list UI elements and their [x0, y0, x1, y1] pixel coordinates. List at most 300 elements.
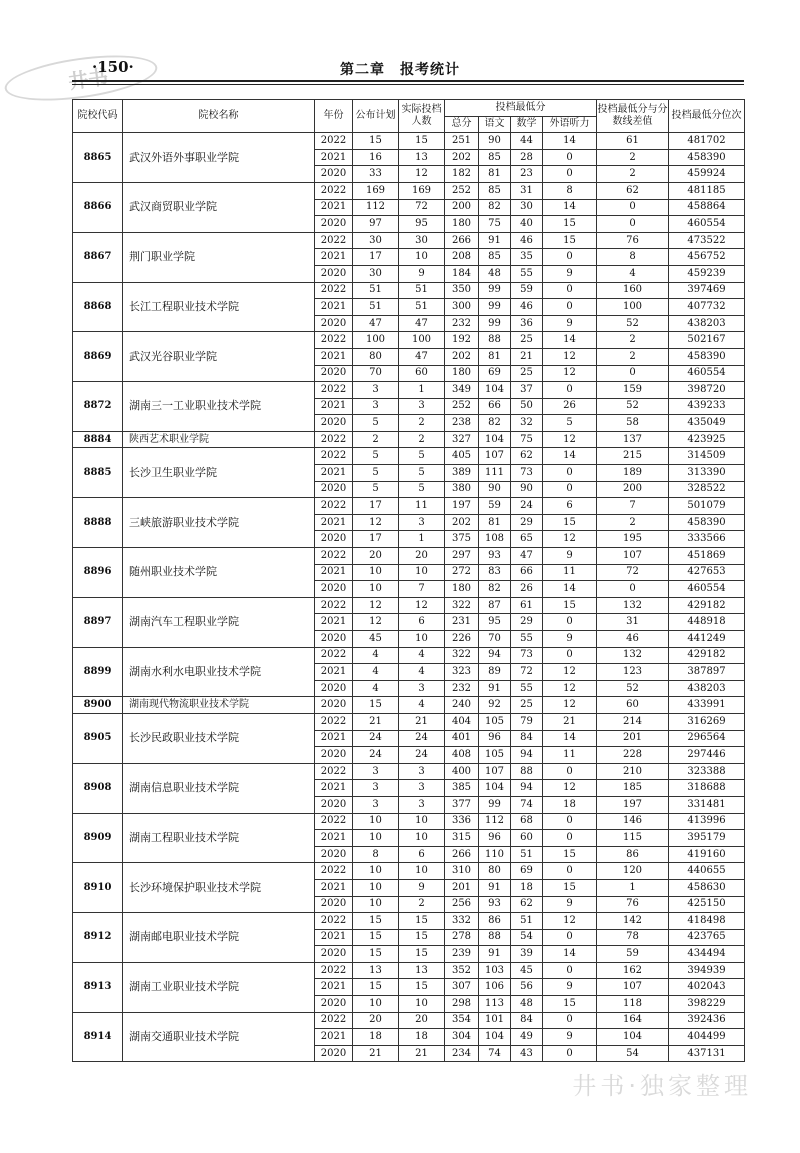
plan-cell: 3 — [353, 382, 399, 399]
rank-cell: 458390 — [669, 149, 745, 166]
school-code: 8913 — [73, 962, 123, 1012]
col-header-min-group: 投档最低分 — [445, 100, 597, 117]
diff-cell: 60 — [597, 697, 669, 714]
table-row — [73, 232, 745, 249]
total-cell: 400 — [445, 763, 479, 780]
year-cell: 2022 — [315, 713, 353, 730]
chinese-cell: 85 — [479, 149, 511, 166]
actual-cell: 15 — [399, 946, 445, 963]
diff-cell: 0 — [597, 581, 669, 598]
math-cell: 23 — [511, 166, 543, 183]
diff-cell: 0 — [597, 199, 669, 216]
plan-cell: 70 — [353, 365, 399, 382]
chinese-cell: 104 — [479, 1029, 511, 1046]
total-cell: 202 — [445, 348, 479, 365]
chinese-cell: 83 — [479, 564, 511, 581]
diff-cell: 2 — [597, 348, 669, 365]
diff-cell: 146 — [597, 813, 669, 830]
chinese-cell: 99 — [479, 315, 511, 332]
plan-cell: 15 — [353, 929, 399, 946]
listening-cell: 11 — [543, 747, 597, 764]
rank-cell: 323388 — [669, 763, 745, 780]
plan-cell: 4 — [353, 680, 399, 697]
listening-cell: 12 — [543, 780, 597, 797]
math-cell: 51 — [511, 846, 543, 863]
table-row — [73, 813, 745, 830]
actual-cell: 4 — [399, 664, 445, 681]
total-cell: 234 — [445, 1045, 479, 1062]
math-cell: 32 — [511, 415, 543, 432]
school-code: 8868 — [73, 282, 123, 332]
chinese-cell: 99 — [479, 299, 511, 316]
chinese-cell: 91 — [479, 879, 511, 896]
math-cell: 46 — [511, 232, 543, 249]
actual-cell: 1 — [399, 382, 445, 399]
year-cell: 2022 — [315, 1012, 353, 1029]
chinese-cell: 104 — [479, 780, 511, 797]
math-cell: 29 — [511, 614, 543, 631]
total-cell: 336 — [445, 813, 479, 830]
listening-cell: 12 — [543, 531, 597, 548]
chinese-cell: 104 — [479, 382, 511, 399]
chinese-cell: 70 — [479, 631, 511, 648]
diff-cell: 132 — [597, 597, 669, 614]
actual-cell: 3 — [399, 680, 445, 697]
math-cell: 84 — [511, 730, 543, 747]
col-header-chinese: 语文 — [479, 116, 511, 133]
school-name: 湖南水利水电职业技术学院 — [123, 647, 315, 697]
actual-cell: 5 — [399, 481, 445, 498]
year-cell: 2020 — [315, 365, 353, 382]
listening-cell: 0 — [543, 382, 597, 399]
footer-watermark: 井书·独家整理 — [572, 1072, 752, 1100]
chinese-cell: 96 — [479, 730, 511, 747]
plan-cell: 21 — [353, 713, 399, 730]
diff-cell: 61 — [597, 133, 669, 150]
school-name: 长沙环境保护职业技术学院 — [123, 863, 315, 913]
math-cell: 62 — [511, 896, 543, 913]
total-cell: 350 — [445, 282, 479, 299]
total-cell: 380 — [445, 481, 479, 498]
math-cell: 65 — [511, 531, 543, 548]
year-cell: 2020 — [315, 946, 353, 963]
listening-cell: 12 — [543, 431, 597, 448]
year-cell: 2022 — [315, 332, 353, 349]
total-cell: 232 — [445, 315, 479, 332]
math-cell: 24 — [511, 498, 543, 515]
chinese-cell: 113 — [479, 996, 511, 1013]
rank-cell: 395179 — [669, 830, 745, 847]
page-number: ·150· — [92, 58, 134, 76]
plan-cell: 13 — [353, 962, 399, 979]
chinese-cell: 91 — [479, 680, 511, 697]
total-cell: 408 — [445, 747, 479, 764]
year-cell: 2022 — [315, 232, 353, 249]
year-cell: 2022 — [315, 548, 353, 565]
school-code: 8908 — [73, 763, 123, 813]
chinese-cell: 110 — [479, 846, 511, 863]
year-cell: 2022 — [315, 597, 353, 614]
chinese-cell: 103 — [479, 962, 511, 979]
chinese-cell: 82 — [479, 415, 511, 432]
table-row — [73, 697, 745, 714]
total-cell: 202 — [445, 149, 479, 166]
math-cell: 72 — [511, 664, 543, 681]
year-cell: 2021 — [315, 299, 353, 316]
actual-cell: 95 — [399, 216, 445, 233]
chinese-cell: 69 — [479, 365, 511, 382]
school-name: 湖南三一工业职业技术学院 — [123, 382, 315, 432]
plan-cell: 12 — [353, 614, 399, 631]
rank-cell: 333566 — [669, 531, 745, 548]
chinese-cell: 106 — [479, 979, 511, 996]
school-name: 湖南工程职业技术学院 — [123, 813, 315, 863]
listening-cell: 0 — [543, 149, 597, 166]
school-code: 8914 — [73, 1012, 123, 1062]
year-cell: 2020 — [315, 796, 353, 813]
table-row — [73, 913, 745, 930]
listening-cell: 8 — [543, 182, 597, 199]
rank-cell: 481702 — [669, 133, 745, 150]
table-row — [73, 382, 745, 399]
chinese-cell: 93 — [479, 896, 511, 913]
year-cell: 2020 — [315, 315, 353, 332]
chinese-cell: 112 — [479, 813, 511, 830]
total-cell: 322 — [445, 647, 479, 664]
actual-cell: 21 — [399, 1045, 445, 1062]
year-cell: 2022 — [315, 813, 353, 830]
plan-cell: 20 — [353, 548, 399, 565]
rank-cell: 438203 — [669, 680, 745, 697]
diff-cell: 142 — [597, 913, 669, 930]
actual-cell: 6 — [399, 614, 445, 631]
table-row — [73, 597, 745, 614]
listening-cell: 12 — [543, 664, 597, 681]
listening-cell: 0 — [543, 299, 597, 316]
chinese-cell: 99 — [479, 282, 511, 299]
rank-cell: 429182 — [669, 597, 745, 614]
listening-cell: 0 — [543, 929, 597, 946]
rank-cell: 458390 — [669, 348, 745, 365]
col-header-plan: 公布计划 — [353, 100, 399, 133]
actual-cell: 15 — [399, 929, 445, 946]
math-cell: 55 — [511, 680, 543, 697]
actual-cell: 24 — [399, 730, 445, 747]
total-cell: 180 — [445, 216, 479, 233]
plan-cell: 51 — [353, 282, 399, 299]
plan-cell: 18 — [353, 1029, 399, 1046]
plan-cell: 100 — [353, 332, 399, 349]
listening-cell: 15 — [543, 597, 597, 614]
rank-cell: 438203 — [669, 315, 745, 332]
year-cell: 2020 — [315, 581, 353, 598]
rank-cell: 407732 — [669, 299, 745, 316]
total-cell: 307 — [445, 979, 479, 996]
rank-cell: 437131 — [669, 1045, 745, 1062]
plan-cell: 24 — [353, 747, 399, 764]
school-name: 湖南邮电职业技术学院 — [123, 913, 315, 963]
math-cell: 94 — [511, 747, 543, 764]
math-cell: 47 — [511, 548, 543, 565]
math-cell: 25 — [511, 365, 543, 382]
rank-cell: 413996 — [669, 813, 745, 830]
total-cell: 327 — [445, 431, 479, 448]
diff-cell: 52 — [597, 315, 669, 332]
diff-cell: 137 — [597, 431, 669, 448]
chinese-cell: 88 — [479, 929, 511, 946]
diff-cell: 52 — [597, 398, 669, 415]
total-cell: 297 — [445, 548, 479, 565]
diff-cell: 2 — [597, 514, 669, 531]
year-cell: 2022 — [315, 431, 353, 448]
chinese-cell: 94 — [479, 647, 511, 664]
plan-cell: 10 — [353, 830, 399, 847]
actual-cell: 24 — [399, 747, 445, 764]
year-cell: 2022 — [315, 382, 353, 399]
listening-cell: 0 — [543, 481, 597, 498]
school-code: 8869 — [73, 332, 123, 382]
school-name: 湖南汽车工程职业学院 — [123, 597, 315, 647]
diff-cell: 76 — [597, 896, 669, 913]
rank-cell: 473522 — [669, 232, 745, 249]
math-cell: 88 — [511, 763, 543, 780]
rank-cell: 456752 — [669, 249, 745, 266]
math-cell: 94 — [511, 780, 543, 797]
year-cell: 2021 — [315, 929, 353, 946]
listening-cell: 0 — [543, 813, 597, 830]
total-cell: 315 — [445, 830, 479, 847]
plan-cell: 4 — [353, 664, 399, 681]
plan-cell: 15 — [353, 913, 399, 930]
year-cell: 2022 — [315, 962, 353, 979]
actual-cell: 3 — [399, 780, 445, 797]
total-cell: 352 — [445, 962, 479, 979]
rank-cell: 458630 — [669, 879, 745, 896]
total-cell: 232 — [445, 680, 479, 697]
listening-cell: 26 — [543, 398, 597, 415]
rank-cell: 440655 — [669, 863, 745, 880]
actual-cell: 18 — [399, 1029, 445, 1046]
chinese-cell: 82 — [479, 199, 511, 216]
table-row — [73, 182, 745, 199]
year-cell: 2021 — [315, 780, 353, 797]
total-cell: 300 — [445, 299, 479, 316]
rank-cell: 328522 — [669, 481, 745, 498]
year-cell: 2020 — [315, 846, 353, 863]
listening-cell: 0 — [543, 249, 597, 266]
plan-cell: 12 — [353, 597, 399, 614]
total-cell: 354 — [445, 1012, 479, 1029]
total-cell: 310 — [445, 863, 479, 880]
chinese-cell: 85 — [479, 182, 511, 199]
total-cell: 389 — [445, 465, 479, 482]
chinese-cell: 81 — [479, 166, 511, 183]
plan-cell: 3 — [353, 763, 399, 780]
actual-cell: 20 — [399, 1012, 445, 1029]
actual-cell: 6 — [399, 846, 445, 863]
year-cell: 2021 — [315, 398, 353, 415]
chinese-cell: 111 — [479, 465, 511, 482]
plan-cell: 30 — [353, 232, 399, 249]
math-cell: 45 — [511, 962, 543, 979]
rank-cell: 425150 — [669, 896, 745, 913]
school-name: 湖南现代物流职业技术学院 — [123, 697, 315, 714]
listening-cell: 0 — [543, 763, 597, 780]
year-cell: 2020 — [315, 896, 353, 913]
col-header-code: 院校代码 — [73, 100, 123, 133]
math-cell: 84 — [511, 1012, 543, 1029]
actual-cell: 3 — [399, 763, 445, 780]
chinese-cell: 81 — [479, 514, 511, 531]
chinese-cell: 88 — [479, 332, 511, 349]
actual-cell: 3 — [399, 796, 445, 813]
table-body — [73, 133, 745, 1062]
total-cell: 180 — [445, 581, 479, 598]
plan-cell: 10 — [353, 581, 399, 598]
actual-cell: 12 — [399, 597, 445, 614]
rank-cell: 429182 — [669, 647, 745, 664]
col-header-rank: 投档最低分位次 — [669, 100, 745, 133]
year-cell: 2021 — [315, 614, 353, 631]
col-header-year: 年份 — [315, 100, 353, 133]
chinese-cell: 104 — [479, 431, 511, 448]
year-cell: 2021 — [315, 1029, 353, 1046]
school-code: 8912 — [73, 913, 123, 963]
diff-cell: 164 — [597, 1012, 669, 1029]
school-code: 8900 — [73, 697, 123, 714]
col-header-diff: 投档最低分与分数线差值 — [597, 100, 669, 133]
math-cell: 61 — [511, 597, 543, 614]
actual-cell: 60 — [399, 365, 445, 382]
table-row — [73, 133, 745, 150]
plan-cell: 10 — [353, 996, 399, 1013]
actual-cell: 10 — [399, 813, 445, 830]
actual-cell: 21 — [399, 713, 445, 730]
year-cell: 2022 — [315, 763, 353, 780]
school-code: 8866 — [73, 182, 123, 232]
school-name: 三峡旅游职业技术学院 — [123, 498, 315, 548]
rank-cell: 427653 — [669, 564, 745, 581]
total-cell: 208 — [445, 249, 479, 266]
plan-cell: 10 — [353, 863, 399, 880]
diff-cell: 1 — [597, 879, 669, 896]
school-code: 8897 — [73, 597, 123, 647]
plan-cell: 3 — [353, 796, 399, 813]
listening-cell: 0 — [543, 647, 597, 664]
chinese-cell: 81 — [479, 348, 511, 365]
listening-cell: 12 — [543, 680, 597, 697]
math-cell: 73 — [511, 465, 543, 482]
plan-cell: 2 — [353, 431, 399, 448]
diff-cell: 72 — [597, 564, 669, 581]
math-cell: 73 — [511, 647, 543, 664]
math-cell: 59 — [511, 282, 543, 299]
year-cell: 2022 — [315, 863, 353, 880]
plan-cell: 15 — [353, 697, 399, 714]
plan-cell: 5 — [353, 415, 399, 432]
chapter-title: 第二章 报考统计 — [340, 62, 460, 78]
chinese-cell: 74 — [479, 1045, 511, 1062]
actual-cell: 11 — [399, 498, 445, 515]
total-cell: 239 — [445, 946, 479, 963]
plan-cell: 17 — [353, 531, 399, 548]
listening-cell: 15 — [543, 879, 597, 896]
table-row — [73, 282, 745, 299]
school-code: 8910 — [73, 863, 123, 913]
diff-cell: 159 — [597, 382, 669, 399]
year-cell: 2021 — [315, 564, 353, 581]
actual-cell: 10 — [399, 830, 445, 847]
diff-cell: 107 — [597, 979, 669, 996]
actual-cell: 5 — [399, 465, 445, 482]
listening-cell: 14 — [543, 581, 597, 598]
plan-cell: 10 — [353, 813, 399, 830]
plan-cell: 3 — [353, 780, 399, 797]
year-cell: 2020 — [315, 680, 353, 697]
table-row — [73, 1012, 745, 1029]
year-cell: 2022 — [315, 133, 353, 150]
diff-cell: 123 — [597, 664, 669, 681]
rank-cell: 458864 — [669, 199, 745, 216]
chinese-cell: 85 — [479, 249, 511, 266]
year-cell: 2022 — [315, 182, 353, 199]
actual-cell: 10 — [399, 564, 445, 581]
rank-cell: 435049 — [669, 415, 745, 432]
math-cell: 50 — [511, 398, 543, 415]
rank-cell: 451869 — [669, 548, 745, 565]
year-cell: 2021 — [315, 830, 353, 847]
listening-cell: 12 — [543, 697, 597, 714]
math-cell: 31 — [511, 182, 543, 199]
year-cell: 2022 — [315, 498, 353, 515]
year-cell: 2020 — [315, 481, 353, 498]
math-cell: 56 — [511, 979, 543, 996]
table-row — [73, 647, 745, 664]
math-cell: 55 — [511, 265, 543, 282]
rank-cell: 434494 — [669, 946, 745, 963]
listening-cell: 21 — [543, 713, 597, 730]
math-cell: 49 — [511, 1029, 543, 1046]
actual-cell: 13 — [399, 962, 445, 979]
diff-cell: 197 — [597, 796, 669, 813]
listening-cell: 9 — [543, 548, 597, 565]
school-name: 随州职业技术学院 — [123, 548, 315, 598]
diff-cell: 215 — [597, 448, 669, 465]
rank-cell: 459239 — [669, 265, 745, 282]
actual-cell: 30 — [399, 232, 445, 249]
year-cell: 2021 — [315, 730, 353, 747]
rank-cell: 296564 — [669, 730, 745, 747]
diff-cell: 46 — [597, 631, 669, 648]
rank-cell: 398229 — [669, 996, 745, 1013]
chinese-cell: 80 — [479, 863, 511, 880]
rank-cell: 433991 — [669, 697, 745, 714]
school-name: 武汉外语外事职业学院 — [123, 133, 315, 183]
listening-cell: 9 — [543, 979, 597, 996]
math-cell: 48 — [511, 996, 543, 1013]
chinese-cell: 91 — [479, 232, 511, 249]
chinese-cell: 48 — [479, 265, 511, 282]
diff-cell: 162 — [597, 962, 669, 979]
math-cell: 30 — [511, 199, 543, 216]
actual-cell: 2 — [399, 431, 445, 448]
diff-cell: 195 — [597, 531, 669, 548]
listening-cell: 0 — [543, 282, 597, 299]
chinese-cell: 90 — [479, 481, 511, 498]
rank-cell: 460554 — [669, 581, 745, 598]
math-cell: 26 — [511, 581, 543, 598]
school-code: 8905 — [73, 713, 123, 763]
